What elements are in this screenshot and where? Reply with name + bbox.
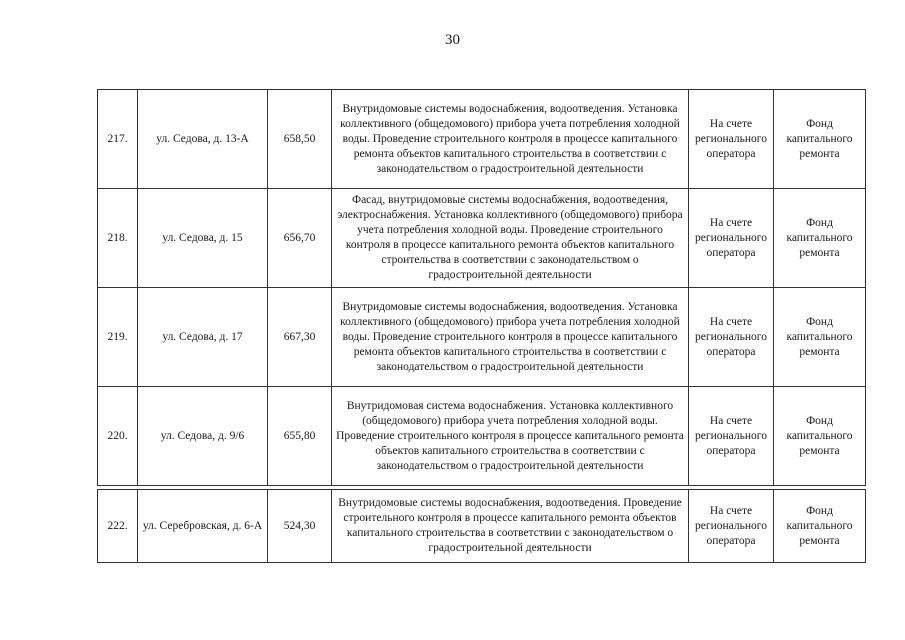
works-cell: Фасад, внутридомовые системы водоснабжения, водоотведения, электроснабжения. Установка коллективного (общедомового) прибора учета потребления холодной воды. Проведение строительного контроля в процессе капитального ремонта объектов капитального строительства в соответствии с законодательством о градостроительной деятельности bbox=[332, 189, 689, 288]
account-cell: На счете регионального оператора bbox=[689, 288, 774, 387]
fund-cell: Фонд капитального ремонта bbox=[774, 189, 866, 288]
cost-cell: 656,70 bbox=[268, 189, 332, 288]
works-cell: Внутридомовая система водоснабжения. Установка коллективного (общедомового) прибора учета потребления холодной воды. Проведение строительного контроля в процессе капитального ремонта объектов капитального строительства в соответствии с законодательством о градостроительной деятельности bbox=[332, 387, 689, 486]
account-cell: На счете регионального оператора bbox=[689, 90, 774, 189]
row-number: 220. bbox=[98, 387, 138, 486]
cost-cell: 667,30 bbox=[268, 288, 332, 387]
row-number: 218. bbox=[98, 189, 138, 288]
address-cell: ул. Седова, д. 17 bbox=[138, 288, 268, 387]
table-row bbox=[98, 90, 866, 189]
row-number: 217. bbox=[98, 90, 138, 189]
account-cell: На счете регионального оператора bbox=[689, 387, 774, 486]
page-number: 30 bbox=[445, 32, 460, 48]
cost-cell: 655,80 bbox=[268, 387, 332, 486]
table-row bbox=[98, 387, 866, 486]
cost-cell: 524,30 bbox=[268, 490, 332, 563]
address-cell: ул. Седова, д. 13-А bbox=[138, 90, 268, 189]
works-cell: Внутридомовые системы водоснабжения, водоотведения. Проведение строительного контроля в процессе капитального ремонта объектов капитального строительства в соответствии с законодательством о градостроительной деятельности bbox=[332, 490, 689, 563]
address-cell: ул. Серебровская, д. 6-А bbox=[138, 490, 268, 563]
row-number: 219. bbox=[98, 288, 138, 387]
cost-cell: 658,50 bbox=[268, 90, 332, 189]
fund-cell: Фонд капитального ремонта bbox=[774, 90, 866, 189]
table-row bbox=[98, 189, 866, 288]
fund-cell: Фонд капитального ремонта bbox=[774, 387, 866, 486]
table-row bbox=[98, 288, 866, 387]
account-cell: На счете регионального оператора bbox=[689, 189, 774, 288]
fund-cell: Фонд капитального ремонта bbox=[774, 288, 866, 387]
row-number: 222. bbox=[98, 490, 138, 563]
table-row bbox=[98, 490, 866, 563]
account-cell: На счете регионального оператора bbox=[689, 490, 774, 563]
address-cell: ул. Седова, д. 9/6 bbox=[138, 387, 268, 486]
address-cell: ул. Седова, д. 15 bbox=[138, 189, 268, 288]
works-cell: Внутридомовые системы водоснабжения, водоотведения. Установка коллективного (общедомового) прибора учета потребления холодной воды. Проведение строительного контроля в процессе капитального ремонта объектов капитального строительства в соответствии с законодательством о градостроительной деятельности bbox=[332, 90, 689, 189]
fund-cell: Фонд капитального ремонта bbox=[774, 490, 866, 563]
works-cell: Внутридомовые системы водоснабжения, водоотведения. Установка коллективного (общедомового) прибора учета потребления холодной воды. Проведение строительного контроля в процессе капитального ремонта объектов капитального строительства в соответствии с законодательством о градостроительной деятельности bbox=[332, 288, 689, 387]
works-table bbox=[97, 89, 866, 563]
